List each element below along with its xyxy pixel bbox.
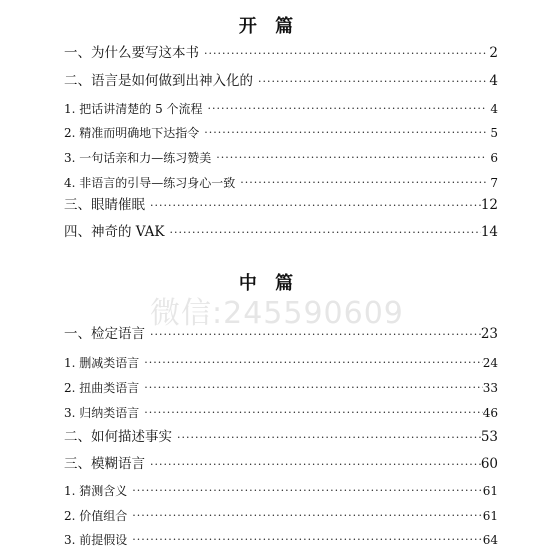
toc-entry[interactable]	[64, 376, 498, 396]
toc-entry[interactable]	[64, 121, 498, 141]
toc-entry-title: 一、检定语言	[64, 326, 145, 342]
section-title-kaipian: 开 篇	[238, 16, 300, 37]
toc-leader-dots	[211, 150, 486, 166]
toc-leader-dots	[164, 225, 480, 241]
toc-leader-dots	[235, 175, 486, 191]
toc-entry-title: 2. 精准而明确地下达指令	[64, 126, 200, 140]
toc-entry-title: 2. 价值组合	[64, 509, 128, 523]
toc-entry-title: 三、模糊语言	[64, 456, 145, 472]
toc-entry[interactable]	[64, 42, 498, 62]
toc-entry-title: 三、眼睛催眠	[64, 197, 145, 213]
toc-leader-dots	[139, 405, 482, 421]
toc-entry-page: 61	[482, 484, 498, 498]
toc-leader-dots	[203, 101, 486, 117]
toc-entry-page: 53	[480, 429, 498, 445]
toc-entry-title: 1. 猜测含义	[64, 484, 128, 498]
toc-entry-page: 4	[489, 73, 498, 89]
toc-entry[interactable]	[64, 221, 498, 241]
toc-entry-title: 2. 扭曲类语言	[64, 381, 140, 395]
toc-entry[interactable]	[64, 351, 498, 371]
toc-entry-title: 3. 前提假设	[64, 533, 128, 547]
toc-entry[interactable]	[64, 97, 498, 117]
section-title-zhongpian: 中 篇	[238, 273, 300, 294]
toc-entry-page: 2	[489, 45, 498, 61]
toc-leader-dots	[199, 46, 486, 62]
toc-entry-title: 4. 非语言的引导—练习身心一致	[64, 176, 236, 190]
toc-entry-title: 二、语言是如何做到出神入化的	[64, 73, 253, 89]
toc-leader-dots	[139, 380, 482, 396]
toc-entry-page: 14	[480, 224, 498, 240]
toc-entry-page: 64	[482, 533, 498, 547]
toc-entry[interactable]	[64, 70, 498, 90]
toc-leader-dots	[127, 508, 482, 524]
toc-entry-page: 61	[482, 509, 498, 523]
toc-entry-page: 60	[480, 456, 498, 472]
toc-entry[interactable]	[64, 171, 498, 191]
toc-entry-page: 33	[482, 381, 498, 395]
toc-entry[interactable]	[64, 479, 498, 499]
toc-entry-title: 1. 把话讲清楚的 5 个流程	[64, 102, 203, 116]
toc-entry[interactable]	[64, 323, 498, 343]
toc-leader-dots	[127, 483, 482, 499]
toc-entry-page: 12	[480, 197, 498, 213]
toc-entry-title: 二、如何描述事实	[64, 429, 172, 445]
toc-entry[interactable]	[64, 453, 498, 473]
toc-leader-dots	[172, 430, 481, 446]
toc-leader-dots	[145, 457, 481, 473]
toc-entry[interactable]	[64, 426, 498, 446]
toc-leader-dots	[145, 198, 481, 214]
toc-entry-page: 4	[490, 102, 498, 116]
toc-entry-page: 6	[490, 151, 498, 165]
toc-leader-dots	[199, 125, 486, 141]
watermark: 微信:245590609	[150, 296, 404, 331]
toc-entry[interactable]	[64, 194, 498, 214]
toc-entry-page: 46	[482, 406, 498, 420]
toc-entry-title: 3. 归纳类语言	[64, 406, 140, 420]
toc-leader-dots	[253, 74, 486, 90]
toc-entry-title: 1. 删减类语言	[64, 356, 140, 370]
toc-entry[interactable]	[64, 401, 498, 421]
toc-entry-title: 四、神奇的 VAK	[64, 224, 165, 240]
toc-leader-dots	[139, 355, 482, 371]
toc-entry-title: 一、为什么要写这本书	[64, 45, 199, 61]
toc-entry-page: 5	[490, 126, 498, 140]
toc-entry-page: 7	[490, 176, 498, 190]
toc-entry[interactable]	[64, 146, 498, 166]
toc-entry[interactable]	[64, 528, 498, 548]
toc-entry-title: 3. 一句话亲和力—练习赞美	[64, 151, 212, 165]
toc-leader-dots	[127, 532, 482, 548]
toc-entry-page: 23	[480, 326, 498, 342]
toc-entry-page: 24	[482, 356, 498, 370]
toc-leader-dots	[145, 327, 481, 343]
toc-entry[interactable]	[64, 504, 498, 524]
